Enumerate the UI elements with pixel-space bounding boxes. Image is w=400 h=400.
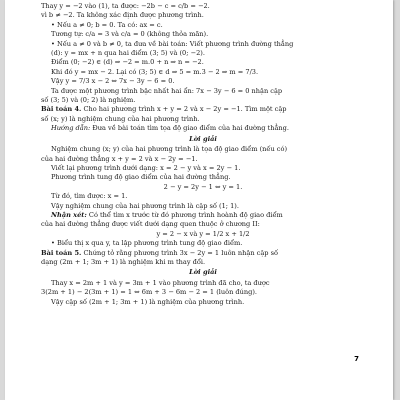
- problem-4: [41, 105, 365, 114]
- text-line: • Biểu thị x qua y, ta lập phương trình tung độ giao điểm.: [51, 239, 243, 248]
- problem-4-text: Cho hai phương trình x + y = 2 và x − 2y = −1. Tìm một cặp: [83, 105, 287, 114]
- text-line: Vậy y = 7/3 x − 2 ⇔ 7x − 3y − 6 = 0.: [51, 77, 175, 86]
- problem-5-label: Bài toán 5.: [41, 248, 82, 257]
- text-line: Tương tự: c/a = 3 và c/a = 0 (không thỏa mãn).: [51, 30, 209, 39]
- problem-5-text: Chứng tỏ rằng phương trình 3x − 2y = 1 luôn nhận cặp số: [83, 248, 279, 257]
- solution-heading: Lời giải: [189, 268, 217, 277]
- text-line: Thay x = 2m + 1 và y = 3m + 1 vào phương trình đã cho, ta được: [51, 278, 270, 287]
- equation-line: y = 2 − x và y = 1/2 x + 1/2: [156, 229, 250, 238]
- remark-line: [41, 211, 365, 220]
- text-line: 3(2m + 1) − 2(3m + 1) = 1 ⇔ 6m + 3 − 6m − 2 = 1 (luôn đúng).: [41, 288, 258, 297]
- solution-heading: Lời giải: [189, 134, 217, 143]
- text-line: Phương trình tung độ giao điểm của hai đường thẳng.: [51, 173, 231, 182]
- text-line: số (3; 5) và (0; 2) là nghiệm.: [41, 96, 136, 105]
- text-line: Thay y = −2 vào (1), ta được: −2b − c = c/b = −2.: [41, 2, 210, 10]
- page-content: [41, 2, 365, 307]
- text-line: Viết lại phương trình dưới dạng: x = 2 − y và x = 2y − 1.: [51, 163, 241, 172]
- equation-line: 2 − y = 2y − 1 ⇔ y = 1.: [163, 182, 243, 191]
- text-line: Vậy nghiệm chung của hai phương trình là cặp số (1; 1).: [51, 201, 239, 210]
- text-line: dạng (2m + 1; 3m + 1) là nghiệm khi m thay đổi.: [41, 257, 206, 266]
- text-line: • Nếu a ≠ 0 và b ≠ 0, ta đưa về bài toán: Viết phương trình đường thẳng: [51, 39, 294, 48]
- text-line: Vậy cặp số (2m + 1; 3m + 1) là nghiệm của phương trình.: [51, 297, 245, 306]
- text-line: (d): y = mx + n qua hai điểm (3; 5) và (0; −2).: [51, 49, 205, 58]
- text-line: Ta được một phương trình bậc nhất hai ẩn: 7x − 3y − 6 = 0 nhận cặp: [51, 86, 283, 95]
- text-line: số (x; y) là nghiệm chung của hai phương trình.: [41, 114, 200, 123]
- text-line: Điểm (0; −2) ∈ (d) ⇒ −2 = m.0 + n ⇒ n = −2.: [51, 58, 204, 67]
- page-number: 7: [354, 355, 359, 363]
- text-line: Từ đó, tìm được: x = 1.: [51, 192, 128, 201]
- text-line: Nghiệm chung (x; y) của hai phương trình là tọa độ giao điểm (nếu có): [51, 145, 288, 154]
- hint-line: [41, 124, 365, 133]
- hint-text: Đưa về bài toán tìm tọa độ giao điểm của hai đường thẳng.: [92, 124, 289, 133]
- hint-label: Hướng dẫn:: [51, 124, 91, 133]
- text-line: Khi đó y = mx − 2. Lại có (3; 5) ∈ d ⇒ 5 = m.3 − 2 ⇒ m = 7/3.: [51, 67, 259, 76]
- text-line: của hai đường thẳng x + y = 2 và x − 2y = −1.: [41, 154, 198, 163]
- remark-label: Nhận xét:: [51, 210, 87, 219]
- text-line: • Nếu a ≠ 0; b = 0. Ta có: ax = c.: [51, 20, 163, 29]
- text-line: vì b ≠ −2. Ta không xác định được phương trình.: [41, 11, 204, 20]
- problem-4-label: Bài toán 4.: [41, 105, 82, 114]
- text-line: của hai đường thẳng được viết dưới dạng quen thuộc ở chương II:: [41, 220, 260, 229]
- problem-5: [41, 249, 365, 258]
- remark-text: Có thể tìm x trước từ đó phương trình hoành độ giao điểm: [88, 210, 283, 219]
- book-page: [5, 0, 393, 400]
